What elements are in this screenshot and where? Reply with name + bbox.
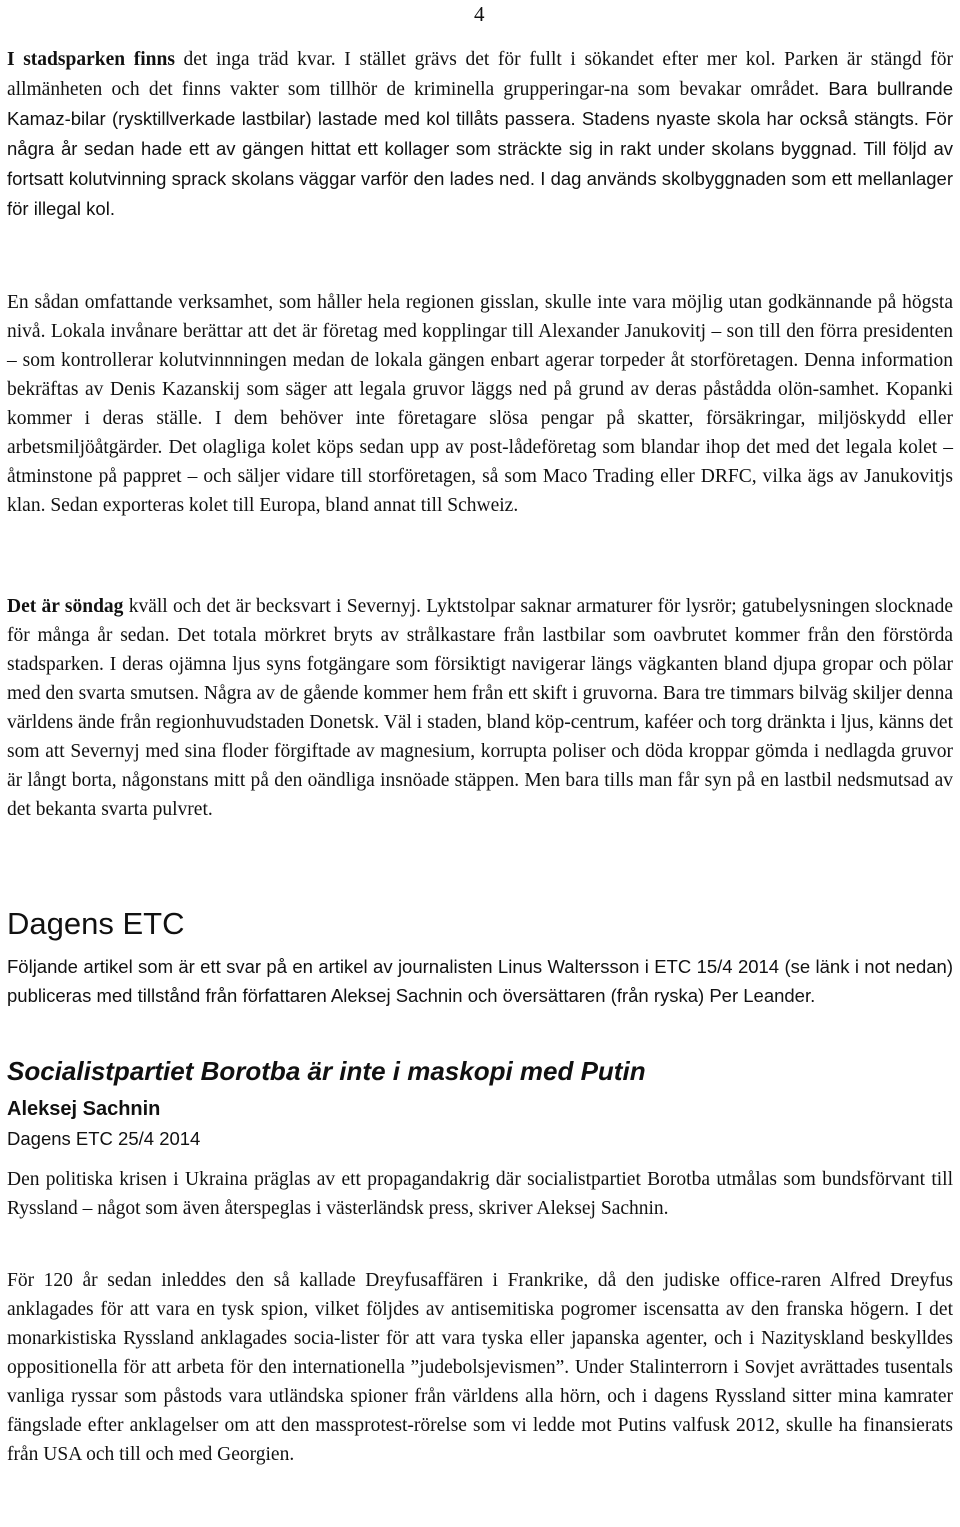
paragraph-text-sans: Bara bullrande Kamaz-bilar (rysktillverkade lastbilar) lastade med kol tillåts passera. Stadens nyaste skola har också stängts. För några år sedan hade ett av gängen hittat ett kollager som sträckte sig in rakt under skolans byggnad. Till följd av fortsatt kolutvinning sprack skolans väggar varför den lades ned. I dag används skolbyggnaden som ett mellanlager för illegal kol. — [7, 78, 953, 219]
paragraph-verksamhet: En sådan omfattande verksamhet, som håller hela regionen gisslan, skulle inte vara möjlig utan godkännande på högsta nivå. Lokala invånare berättar att det är företag med kopplingar till Alexander Janukovitj – son till den förra presidenten – som kontrollerar kolutvinnningen medan de lokala gängen enbart agerar torpeder åt storföretagen. Denna information bekräftas av Denis Kazanskij som säger att legala gruvor läggs ned på grund av deras påstådda olön-samhet. Kopanki kommer i deras ställe. I dem behöver inte företagare slösa pengar på skatter, försäkringar, miljöskydd eller arbetsmiljöåtgärder. Det olagliga kolet köps sedan upp av post-lådeföretag som blandar ihop det med det legala kolet – åtminstone på pappret – och säljer vidare till storföretagen, så som Maco Trading eller DRFC, vilka ägs av Janukovitjs klan. Sedan exporteras kolet till Europa, bland annat till Schweiz. — [7, 292, 953, 516]
article-source: Dagens ETC 25/4 2014 — [7, 1128, 201, 1149]
page-number: 4 — [474, 2, 485, 26]
article-lede: Den politiska krisen i Ukraina präglas av ett propagandakrig där socialistpartiet Borotba utmålas som bundsförvant till Ryssland – något som även återspeglas i västerländsk press, skriver Aleksej Sachnin. — [7, 1169, 953, 1219]
intro-block — [7, 952, 953, 1010]
section-heading: Dagens ETC — [7, 906, 185, 941]
article-body: För 120 år sedan inleddes den så kallade Dreyfusaffären i Frankrike, då den judiske office-raren Alfred Dreyfus anklagades för att vara en tysk spion, vilket följdes av antisemitiska pogromer iscensatta av den franska högern. I det monarkistiska Ryssland anklagades socia-lister för att vara tyska eller japanska agenter, och i Nazityskland beskylldes oppositionella för att arbeta för den internationella ”judebolsjevismen”. Under Stalinterrorn i Sovjet avrättades tusentals vanliga ryssar som påstods vara utländska spioner från världens alla hörn, och i dagens Ryssland sitter mina kamrater fängslade efter anklagelser om att den massprotest-rörelse som vi ledde mot Putins valfusk 2012, skulle ha finansierats från USA och till och med Georgien. — [7, 1270, 953, 1465]
paragraph-stadsparken — [7, 45, 953, 224]
article-lede-block — [7, 1165, 953, 1223]
article-body-block — [7, 1266, 953, 1469]
paragraph-text: kväll och det är becksvart i Severnyj. Lyktstolpar saknar armaturer för lysrör; gatubelysningen slocknade för många år sedan. Det totala mörkret bryts av strålkastare från lastbilar som oavbrutet kommer från den förstörda stadsparken. I deras ojämna ljus syns fotgängare som försiktigt navigerar längs vägkanten bland djupa gropar och pölar med den svarta smutsen. Några av de gående kommer hem från ett skift i gruvorna. Bara tre timmars bilväg skiljer denna världens ände från regionhuvudstaden Donetsk. Väl i staden, bland köp-centrum, kaféer och torg dränkta i ljus, känns det som att Severnyj med sina floder förgiftade av magnesium, korrupta poliser och döda kroppar gömda i nedlagda gruvor är långt borta, någonstans mitt på den oändliga insnöade stäppen. Men bara tills man får syn på en lastbil nedsmutsad av det bekanta svarta pulvret. — [7, 596, 954, 820]
paragraph-lead: I stadsparken finns — [7, 49, 175, 70]
article-continuation — [7, 45, 953, 224]
article-continuation-2 — [7, 288, 953, 520]
article-title: Socialistpartiet Borotba är inte i maskopi med Putin — [7, 1056, 646, 1086]
article-author: Aleksej Sachnin — [7, 1098, 161, 1120]
article-continuation-3 — [7, 592, 953, 824]
paragraph-sondag — [7, 592, 953, 824]
paragraph-text: det inga träd kvar. I stället grävs det för fullt i sökandet efter mer kol. Parken är stängd för allmänheten och det finns vakter som tillhör de kriminella grupperingar-na som bevakar området. — [7, 49, 954, 100]
intro-paragraph: Följande artikel som är ett svar på en artikel av journalisten Linus Waltersson i ETC 15/4 2014 (se länk i not nedan) publiceras med tillstånd från författaren Aleksej Sachnin och översättaren (från ryska) Per Leander. — [7, 956, 953, 1006]
paragraph-lead: Det är söndag — [7, 596, 124, 617]
